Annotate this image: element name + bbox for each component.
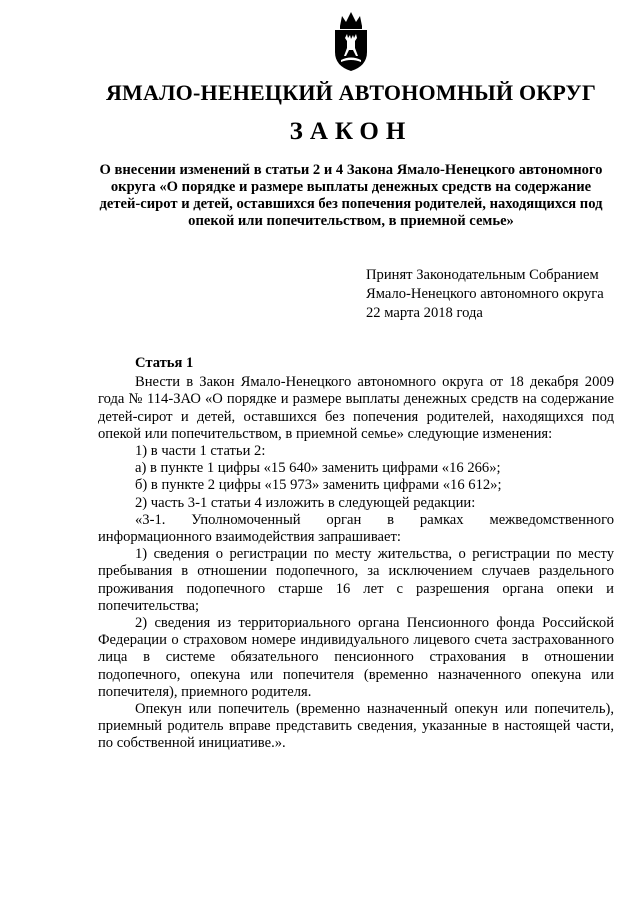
article-paragraph: «3-1. Уполномоченный орган в рамках межведомственного информационного взаимодействия запрашивает:	[98, 511, 614, 546]
region-title: ЯМАЛО-НЕНЕЦКИЙ АВТОНОМНЫЙ ОКРУГ	[105, 80, 597, 105]
article-paragraph: 2) сведения из территориального органа Пенсионного фонда Российской Федерации о страховом номере индивидуального лицевого счета застрахованного лица в системе обязательного пенсионного страхования в отношении подопечного, опекуна или попечителя (временно назначенного опекуна или попечителя), приемного родителя.	[98, 615, 614, 700]
adoption-block	[366, 266, 636, 323]
adoption-date: 22 марта 2018 года	[366, 305, 483, 321]
article-paragraph: 1) сведения о регистрации по месту жительства, о регистрации по месту пребывания в отношении подопечного, за исключением случаев раздельного проживания подопечного старше 16 лет с разрешения органа опеки и попечительства;	[98, 546, 614, 614]
article-paragraph: а) в пункте 1 цифры «15 640» заменить цифрами «16 266»;	[135, 460, 501, 477]
article-paragraph: б) в пункте 2 цифры «15 973» заменить цифрами «16 612»;	[135, 477, 502, 494]
article-paragraph: 2) часть 3-1 статьи 4 изложить в следующей редакции:	[135, 494, 476, 511]
document-type-title: ЗАКОН	[289, 118, 413, 145]
article-heading: Статья 1	[135, 355, 194, 371]
adoption-line: Принят Законодательным Собранием	[366, 267, 599, 283]
article-paragraph: Внести в Закон Ямало-Ненецкого автономного округа от 18 декабря 2009 года № 114-ЗАО «О порядке и размере выплаты денежных средств на содержание детей-сирот и детей, оставшихся без попечения родителей, находящихся под опекой или попечительством, в приемной семье» следующие изменения:	[98, 374, 614, 442]
adoption-line: Ямало-Ненецкого автономного округа	[366, 286, 604, 302]
article-paragraph: 1) в части 1 статьи 2:	[135, 443, 266, 460]
law-subject: О внесении изменений в статьи 2 и 4 Закона Ямало-Ненецкого автономного округа «О порядке и размере выплаты денежных средств на содержание детей-сирот и детей, оставшихся без попечения родителей, находящихся под опекой или попечительством, в приемной семье»	[99, 162, 603, 229]
article-paragraph: Опекун или попечитель (временно назначенный опекун или попечитель), приемный родитель вправе представить сведения, указанные в настоящей части, по собственной инициативе.».	[98, 701, 614, 752]
article-body	[98, 355, 614, 753]
yamal-nenets-coat-of-arms-icon	[331, 8, 371, 72]
